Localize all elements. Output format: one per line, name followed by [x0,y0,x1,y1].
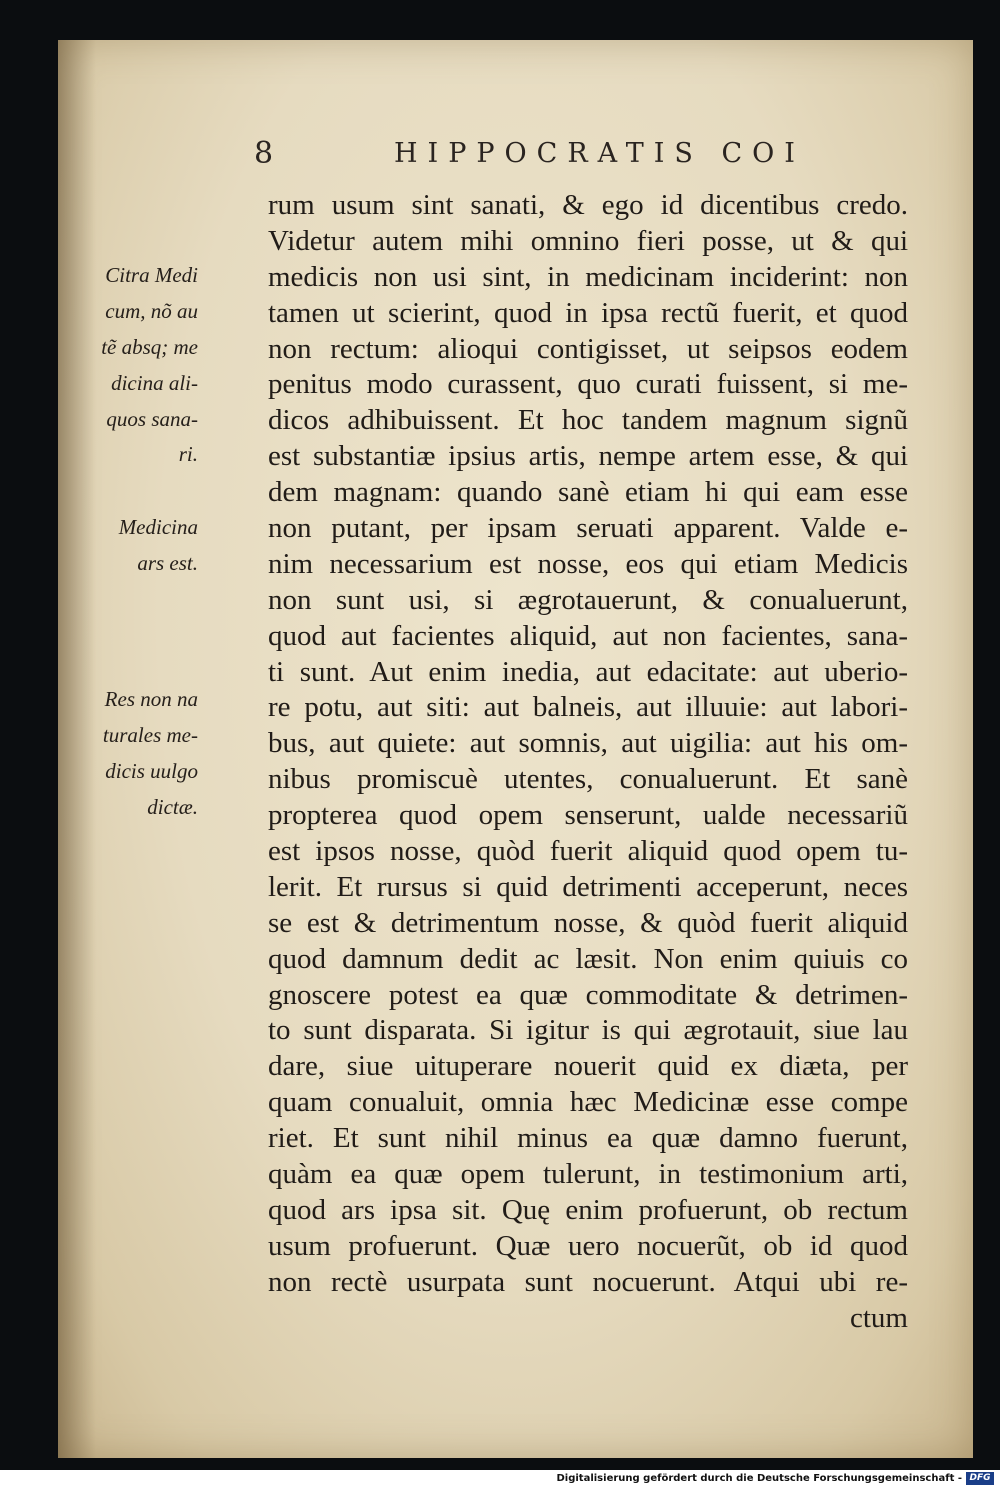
text-line: medicis non usi sint, in medicinam inciderint: non [268,260,908,293]
page-header [58,132,973,172]
catchword: ctum [850,1301,908,1334]
text-line: quod ars ipsa sit. Quę enim profuerunt, ob rectum [268,1193,908,1226]
page-number: 8 [254,136,274,171]
text-line: penitus modo curassent, quo curati fuissent, si me- [268,368,908,401]
text-line: quàm ea quæ opem tulerunt, in testimonium arti, [268,1158,908,1191]
margin-note-line: dicina ali- [111,370,198,395]
text-line: quod damnum dedit ac læsit. Non enim quiuis co [268,942,908,975]
margin-note-line: Res non na [104,687,198,711]
main-text [268,188,908,1337]
text-line: re potu, aut siti: aut balneis, aut illuuie: aut labori- [268,691,908,724]
text-line: to sunt disparata. Si igitur is qui ægrotauit, siue lau [268,1014,908,1047]
text-line: non rectè usurpata sunt nocuerunt. Atqui ubi re- [268,1265,908,1298]
text-line: ti sunt. Aut enim inedia, aut edacitate: aut uberio- [268,655,908,688]
text-line: quam conualuit, omnia hæc Medicinæ esse compe [268,1086,908,1119]
text-line: bus, aut quiete: aut somnis, aut uigilia: aut his om- [268,727,908,760]
text-line: gnoscere potest ea quæ commoditate & detrimen- [268,978,908,1011]
text-line: se est & detrimentum nosse, & quòd fuerit aliquid [268,906,908,939]
text-line: est ipsos nosse, quòd fuerit aliquid quod opem tu- [268,835,908,868]
text-line: nibus promiscuè utentes, conualuerunt. Et sanè [268,763,908,796]
margin-note [119,510,198,582]
page-gutter-shadow [58,40,96,1458]
margin-note-line: quos sana- [106,406,198,431]
text-line: tamen ut scierint, quod in ipsa rectũ fuerit, et quod [268,296,908,329]
dfg-logo-icon: DFG [966,1472,994,1485]
text-line: est substantiæ ipsius artis, nempe artem esse, & qui [268,440,908,473]
text-line: dicos adhibuissent. Et hoc tandem magnum signũ [268,404,908,437]
text-line: non sunt usi, si ægrotauerunt, & conualuerunt, [268,583,908,616]
margin-note-line: tẽ absq; me [101,334,198,359]
margin-note-line: dicis uulgo [105,758,198,783]
margin-note-line: cum, nõ au [105,298,198,323]
text-line: usum profuerunt. Quæ uero nocuerũt, ob id quod [268,1229,908,1262]
text-line: riet. Et sunt nihil minus ea quæ damno fuerunt, [268,1122,908,1155]
margin-note-line: dictæ. [147,794,198,819]
margin-note-line: turales me- [102,722,198,747]
margin-note [101,258,198,473]
margin-note-line: Medicina [118,515,198,539]
margin-note-line: ars est. [137,550,198,575]
text-line: dem magnam: quando sanè etiam hi qui eam esse [268,476,908,509]
text-line: Videtur autem mihi omnino fieri posse, ut & qui [268,224,908,257]
margin-note [103,682,198,826]
footer-credit: Digitalisierung gefördert durch die Deutsche Forschungsgemeinschaft - [556,1473,962,1484]
book-page [58,40,973,1458]
text-line: nim necessarium est nosse, eos qui etiam Medicis [268,547,908,580]
running-head: HIPPOCRATIS COI [394,138,805,169]
text-line: non putant, per ipsam seruati apparent. Valde e- [268,512,908,545]
footer-bar [0,1470,1000,1488]
text-line: propterea quod opem senserunt, ualde necessariũ [268,799,908,832]
text-line: dare, siue uituperare nouerit quid ex diæta, per [268,1050,908,1083]
text-line: non rectum: alioqui contigisset, ut seipsos eodem [268,332,908,365]
text-line: rum usum sint sanati, & ego id dicentibus credo. [268,189,908,221]
margin-note-line: ri. [178,442,198,467]
margin-note-line: Citra Medi [105,263,198,287]
text-line: quod aut facientes aliquid, aut non facientes, sana- [268,619,908,652]
text-line: lerit. Et rursus si quid detrimenti acceperunt, neces [268,870,908,903]
